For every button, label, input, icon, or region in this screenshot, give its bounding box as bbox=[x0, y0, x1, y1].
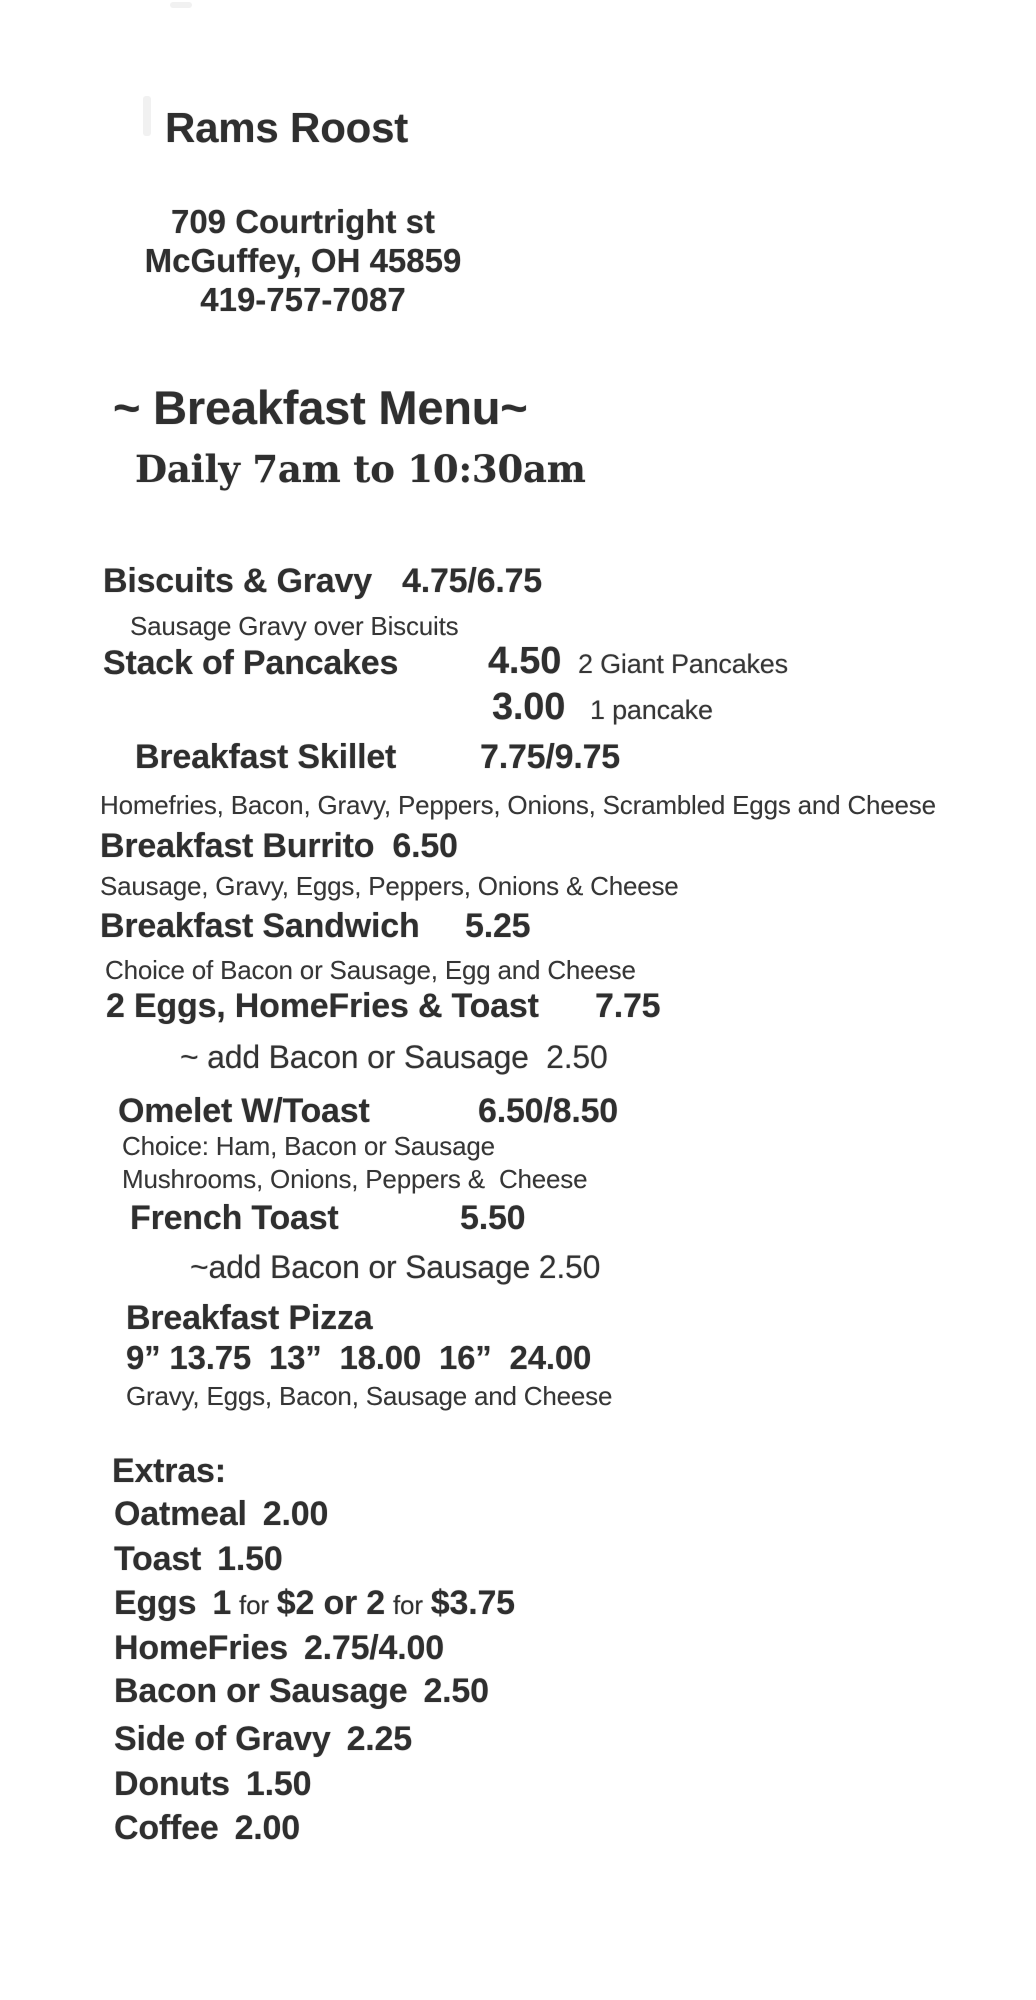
menu-hours: Daily 7am to 10:30am bbox=[135, 447, 586, 491]
address-line-2: McGuffey, OH 45859 bbox=[144, 242, 462, 279]
extras-title: Extras: bbox=[112, 1452, 226, 1490]
item-price: 6.50/8.50 bbox=[478, 1092, 618, 1130]
menu-title: ~ Breakfast Menu~ bbox=[113, 381, 528, 434]
item-price-note: 1 pancake bbox=[590, 695, 713, 725]
item-name: Biscuits & Gravy bbox=[103, 562, 372, 600]
item-name: Breakfast Pizza bbox=[126, 1299, 373, 1337]
item-price-segment: $2 or 2 bbox=[276, 1584, 386, 1622]
menu-item-stack-of-pancakes bbox=[103, 640, 788, 682]
phone-number: 419-757-7087 bbox=[200, 281, 406, 318]
item-addon: ~add Bacon or Sausage 2.50 bbox=[190, 1249, 601, 1285]
item-description: Gravy, Eggs, Bacon, Sausage and Cheese bbox=[126, 1381, 613, 1411]
menu-item-breakfast-sandwich bbox=[100, 907, 531, 945]
item-name: HomeFries bbox=[114, 1629, 288, 1667]
item-price: 4.50 bbox=[488, 640, 562, 682]
address-line-1: 709 Courtright st bbox=[170, 203, 436, 240]
extras-item-homefries bbox=[114, 1631, 444, 1665]
scan-artifact bbox=[170, 2, 192, 8]
item-name: Stack of Pancakes bbox=[103, 644, 399, 682]
for-word: for bbox=[393, 1590, 423, 1620]
item-price-qty: 1 bbox=[212, 1584, 232, 1622]
item-name: Breakfast Sandwich bbox=[100, 907, 420, 945]
item-price: 7.75/9.75 bbox=[480, 738, 620, 776]
address-block bbox=[133, 202, 473, 319]
item-name: Side of Gravy bbox=[114, 1720, 331, 1758]
item-price: 7.75 bbox=[595, 987, 661, 1025]
item-description: Choice of Bacon or Sausage, Egg and Cheese bbox=[105, 955, 636, 985]
extras-item-side-of-gravy bbox=[114, 1722, 412, 1756]
item-description: Sausage Gravy over Biscuits bbox=[130, 611, 459, 641]
extras-item-oatmeal bbox=[114, 1497, 328, 1531]
item-description: Choice: Ham, Bacon or Sausage bbox=[122, 1131, 495, 1161]
item-size-prices: 9” 13.75 13” 18.00 16” 24.00 bbox=[126, 1339, 592, 1376]
extras-item-coffee bbox=[114, 1811, 300, 1845]
item-name: Donuts bbox=[114, 1765, 230, 1803]
item-price: 6.50 bbox=[392, 827, 458, 865]
item-name: Omelet W/Toast bbox=[118, 1092, 370, 1130]
item-name: 2 Eggs, HomeFries & Toast bbox=[106, 987, 539, 1025]
item-addon: ~ add Bacon or Sausage 2.50 bbox=[180, 1039, 608, 1075]
extras-item-donuts bbox=[114, 1767, 311, 1801]
menu-item-omelet-w-toast bbox=[118, 1092, 618, 1130]
extras-item-toast bbox=[114, 1542, 283, 1576]
item-price: 3.00 bbox=[492, 686, 566, 728]
item-price: 5.25 bbox=[465, 907, 531, 945]
item-price: 2.25 bbox=[346, 1720, 412, 1758]
menu-item-french-toast bbox=[130, 1199, 526, 1237]
item-price: 2.00 bbox=[234, 1809, 300, 1847]
for-word: for bbox=[239, 1590, 269, 1620]
menu-item-biscuits-gravy bbox=[103, 562, 542, 600]
item-price: 2.00 bbox=[262, 1495, 329, 1533]
item-price: 4.75/6.75 bbox=[402, 562, 542, 600]
item-description: Mushrooms, Onions, Peppers & Cheese bbox=[122, 1164, 588, 1194]
item-name: Oatmeal bbox=[114, 1495, 247, 1533]
menu-item-breakfast-skillet bbox=[135, 738, 620, 776]
item-description: Homefries, Bacon, Gravy, Peppers, Onions, Scrambled Eggs and Cheese bbox=[100, 790, 936, 820]
item-price-segment: $3.75 bbox=[430, 1584, 515, 1622]
item-name: Eggs bbox=[114, 1584, 197, 1622]
scan-artifact bbox=[143, 96, 151, 136]
extras-item-bacon-or-sausage bbox=[114, 1674, 489, 1708]
item-name: Coffee bbox=[114, 1809, 219, 1847]
restaurant-name: Rams Roost bbox=[165, 104, 409, 151]
item-price: 2.50 bbox=[423, 1672, 489, 1710]
item-price: 1.50 bbox=[217, 1540, 283, 1578]
item-name: French Toast bbox=[130, 1199, 339, 1237]
item-description: Sausage, Gravy, Eggs, Peppers, Onions & Cheese bbox=[100, 871, 679, 901]
item-price: 5.50 bbox=[460, 1199, 526, 1237]
item-name: Breakfast Burrito bbox=[100, 827, 375, 865]
item-price: 2.75/4.00 bbox=[303, 1629, 444, 1667]
item-name: Bacon or Sausage bbox=[114, 1672, 408, 1710]
item-name: Breakfast Skillet bbox=[135, 738, 397, 776]
item-name: Toast bbox=[114, 1540, 202, 1578]
menu-item-breakfast-pizza bbox=[126, 1301, 372, 1335]
menu-item-2-eggs-homefries-toast bbox=[106, 987, 661, 1025]
item-price-note: 2 Giant Pancakes bbox=[578, 649, 788, 679]
menu-item-breakfast-burrito bbox=[100, 829, 458, 863]
item-price: 1.50 bbox=[245, 1765, 312, 1803]
extras-item-eggs bbox=[114, 1586, 515, 1620]
